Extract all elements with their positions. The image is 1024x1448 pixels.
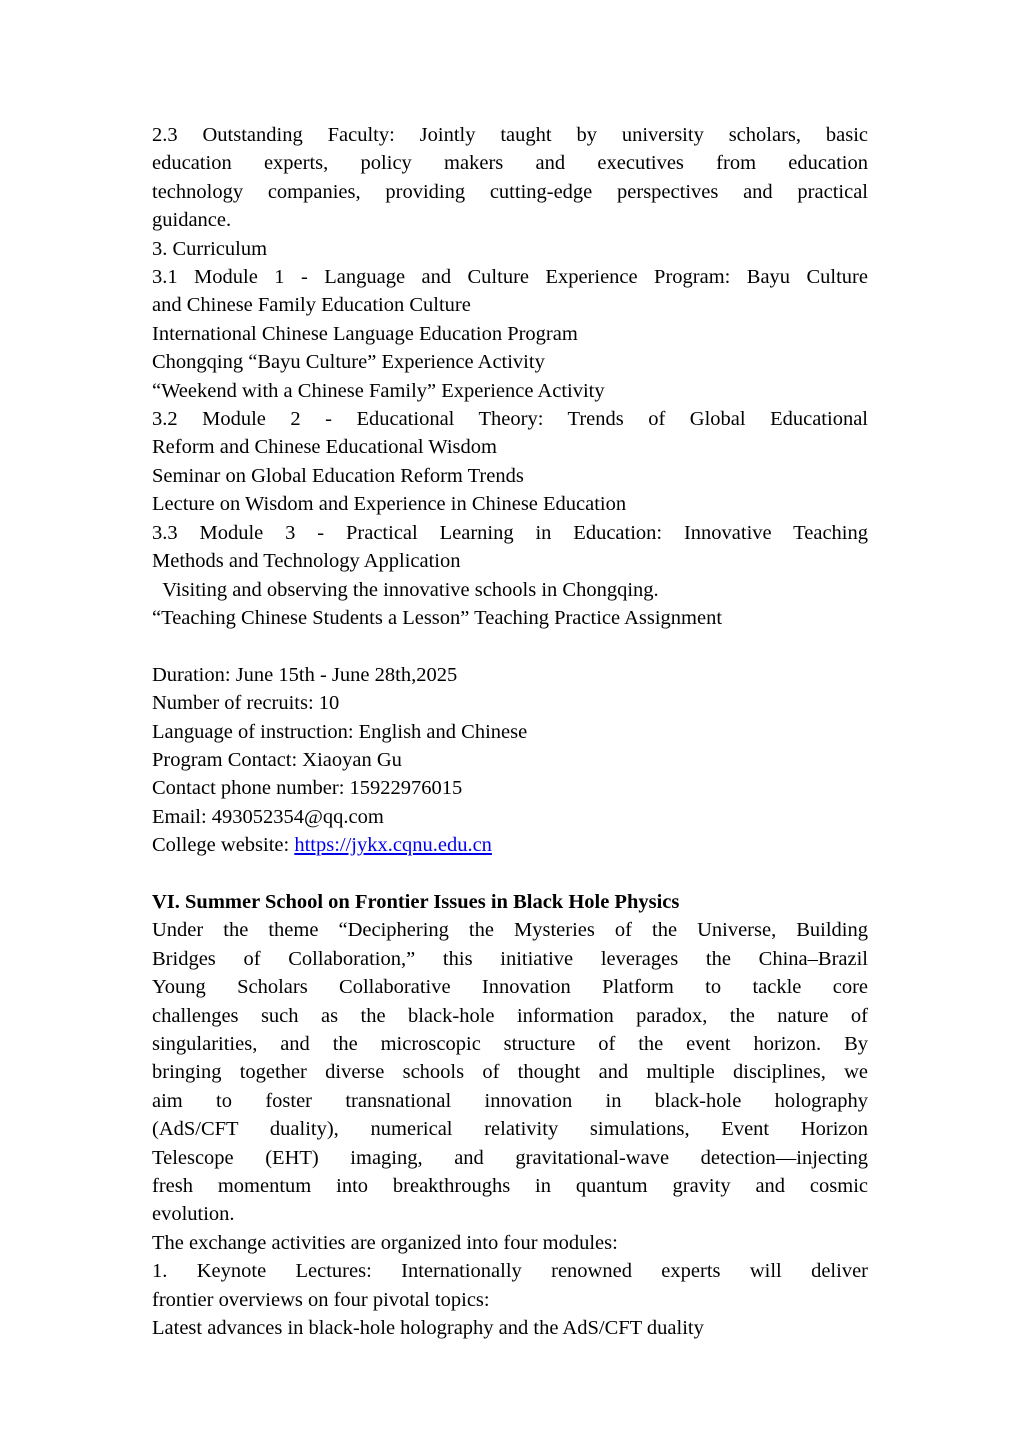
text-line: The exchange activities are organized into four modules: [152,1231,618,1254]
blank-line [152,860,868,888]
text-line: and Chinese Family Education Culture [152,294,471,317]
paragraph [152,121,868,235]
text-line: frontier overviews on four pivotal topics: [152,1288,490,1311]
paragraph [152,405,868,462]
text-line: aim to foster transnational innovation in black-hole holography [152,1089,868,1112]
text-line: bringing together diverse schools of thought and multiple disciplines, we [152,1061,868,1084]
text-line: Young Scholars Collaborative Innovation Platform to tackle core [152,976,868,999]
text-line: 1. Keynote Lectures: Internationally renowned experts will deliver [152,1260,868,1283]
text-line: challenges such as the black-hole information paradox, the nature of [152,1004,868,1027]
text-line: Chongqing “Bayu Culture” Experience Activity [152,351,545,374]
paragraph [152,632,868,660]
text-line: Reform and Chinese Educational Wisdom [152,436,497,459]
section-heading: VI. Summer School on Frontier Issues in Black Hole Physics [152,890,680,913]
text-line: Telescope (EHT) imaging, and gravitational-wave detection—injecting [152,1146,868,1169]
paragraph [152,1257,868,1314]
text-line: guidance. [152,209,232,232]
paragraph [152,888,868,916]
paragraph [152,1314,868,1342]
text-line: evolution. [152,1203,235,1226]
paragraph [152,462,868,490]
link-line-prefix: College website: [152,834,295,857]
text-line: Methods and Technology Application [152,550,461,573]
text-line: 3.2 Module 2 - Educational Theory: Trends of Global Educational [152,408,868,431]
paragraph [152,235,868,263]
paragraph [152,1229,868,1257]
text-line: Language of instruction: English and Chinese [152,720,528,743]
paragraph [152,661,868,689]
document-body [152,121,868,1342]
paragraph [152,860,868,888]
text-line: (AdS/CFT duality), numerical relativity simulations, Event Horizon [152,1118,868,1141]
text-line: 3. Curriculum [152,237,268,260]
text-line: Lecture on Wisdom and Experience in Chinese Education [152,493,627,516]
paragraph [152,689,868,717]
college-website-link[interactable]: https://jykx.cqnu.edu.cn [294,834,492,857]
text-line: singularities, and the microscopic structure of the event horizon. By [152,1032,868,1055]
text-line: technology companies, providing cutting-edge perspectives and practical [152,180,868,203]
text-line: 3.1 Module 1 - Language and Culture Experience Program: Bayu Culture [152,266,868,289]
paragraph [152,718,868,746]
paragraph [152,263,868,320]
paragraph [152,916,868,1228]
text-line: education experts, policy makers and executives from education [152,152,868,175]
text-line: Under the theme “Deciphering the Mysteries of the Universe, Building [152,919,868,942]
text-line: Bridges of Collaboration,” this initiative leverages the China–Brazil [152,947,868,970]
text-line: Duration: June 15th - June 28th,2025 [152,663,458,686]
text-line: “Weekend with a Chinese Family” Experience Activity [152,379,605,402]
text-line: Email: 493052354@qq.com [152,805,384,828]
paragraph [152,803,868,831]
paragraph [152,774,868,802]
text-line [152,831,868,859]
paragraph [152,490,868,518]
text-line: fresh momentum into breakthroughs in quantum gravity and cosmic [152,1175,868,1197]
text-line: “Teaching Chinese Students a Lesson” Teaching Practice Assignment [152,606,723,629]
text-line: Number of recruits: 10 [152,692,340,715]
blank-line [152,632,868,660]
paragraph [152,377,868,405]
text-line: Program Contact: Xiaoyan Gu [152,748,402,771]
text-line: Latest advances in black-hole holography and the AdS/CFT duality [152,1317,704,1340]
paragraph [152,576,868,604]
paragraph [152,348,868,376]
text-line: Visiting and observing the innovative schools in Chongqing. [152,578,659,601]
text-line: International Chinese Language Education Program [152,322,578,345]
text-line: Seminar on Global Education Reform Trends [152,464,524,487]
paragraph [152,519,868,576]
paragraph [152,320,868,348]
text-line: Contact phone number: 15922976015 [152,777,463,800]
text-line: 2.3 Outstanding Faculty: Jointly taught by university scholars, basic [152,124,868,146]
text-line: 3.3 Module 3 - Practical Learning in Education: Innovative Teaching [152,521,868,544]
paragraph [152,746,868,774]
paragraph [152,831,868,859]
paragraph [152,604,868,632]
